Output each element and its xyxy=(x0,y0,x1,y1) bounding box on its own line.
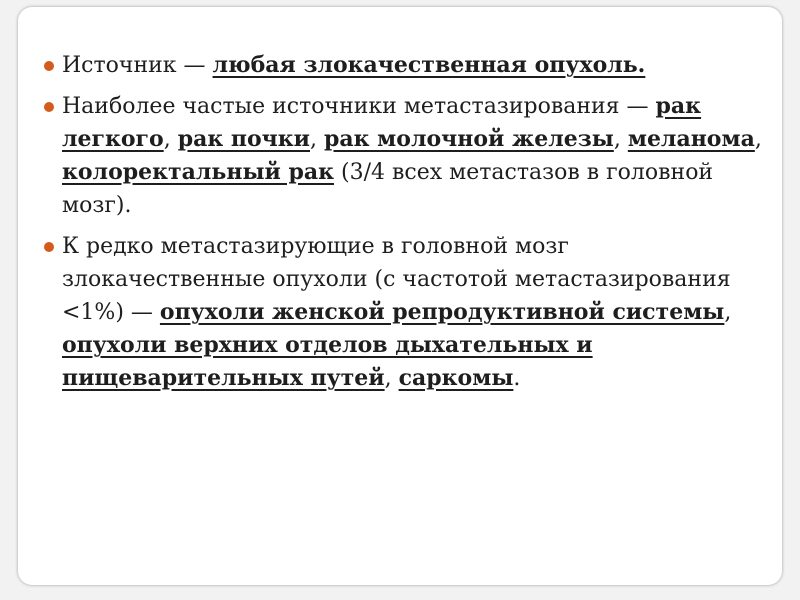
slide xyxy=(18,7,782,585)
bullet-dot-icon xyxy=(44,102,54,112)
bullet-item xyxy=(62,49,762,82)
text-segment: Наиболее частые источники метастазирования — xyxy=(62,94,656,119)
emphasized-term: саркомы xyxy=(398,365,514,391)
text-segment: , xyxy=(724,300,732,325)
emphasized-term: опухоли женской репродуктивной системы xyxy=(159,299,725,325)
text-segment: . xyxy=(513,366,521,391)
emphasized-term: любая злокачественная опухоль. xyxy=(212,52,646,78)
bullet-list xyxy=(62,49,762,403)
text-segment: Источник — xyxy=(62,53,213,78)
bullet-item xyxy=(62,90,762,222)
text-segment: , xyxy=(384,366,399,391)
text-segment: , xyxy=(613,127,628,152)
emphasized-term: рак легкого xyxy=(62,93,702,152)
emphasized-term: опухоли верхних отделов дыхательных и пищеварительных путей xyxy=(62,332,593,391)
text-segment: , xyxy=(163,127,178,152)
emphasized-term: рак молочной железы xyxy=(324,126,614,152)
text-segment: (3/4 всех метастазов в головной мозг). xyxy=(62,160,714,218)
text-segment: , xyxy=(310,127,324,152)
bullet-dot-icon xyxy=(44,242,54,252)
bullet-dot-icon xyxy=(44,61,54,71)
emphasized-term: меланома xyxy=(627,126,755,152)
text-segment: , xyxy=(754,127,762,152)
emphasized-term: колоректальный рак xyxy=(62,159,335,185)
bullet-item xyxy=(62,230,762,395)
emphasized-term: рак почки xyxy=(177,126,310,152)
text-segment: К редко метастазирующие в головной мозг злокачественные опухоли (с частотой метастазирования <1%) — xyxy=(62,234,731,325)
